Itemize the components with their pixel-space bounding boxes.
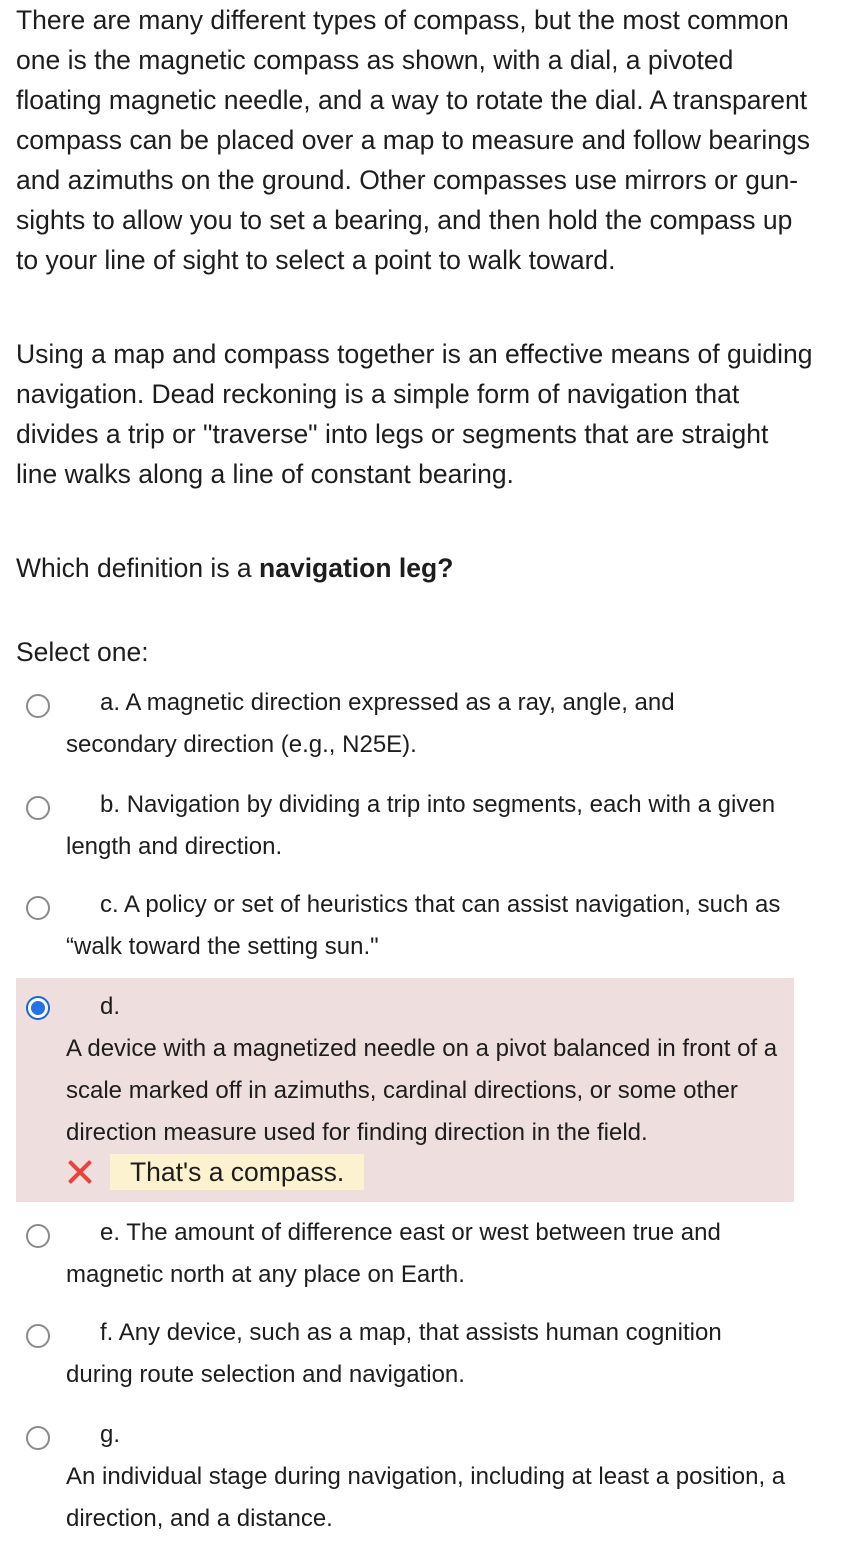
- radio-option-b[interactable]: [26, 796, 50, 820]
- option-text: A device with a magnetized needle on a pivot balanced in front of a scale marked off in azimuths, cardinal directions, or some other direction measure used for finding direction in the field.: [66, 1035, 778, 1146]
- option-text: Navigation by dividing a trip into segments, each with a given length and direction.: [66, 791, 776, 860]
- incorrect-x-icon: [66, 1158, 94, 1186]
- answer-option-b[interactable]: [16, 782, 794, 872]
- option-letter: a.: [100, 689, 121, 716]
- radio-option-g[interactable]: [26, 1426, 50, 1450]
- option-text: An individual stage during navigation, including at least a position, a direction, and a distance.: [66, 1463, 786, 1532]
- feedback-text: That's a compass.: [110, 1154, 364, 1190]
- answer-option-c[interactable]: [16, 882, 794, 972]
- answer-option-g[interactable]: [16, 1410, 794, 1544]
- option-letter: b.: [100, 791, 121, 818]
- radio-option-d[interactable]: [26, 996, 50, 1020]
- option-text: A policy or set of heuristics that can assist navigation, such as “walk toward the setting sun.": [66, 891, 781, 960]
- option-letter: d.: [100, 993, 121, 1020]
- option-letter: e.: [100, 1219, 121, 1246]
- answer-option-a[interactable]: [16, 680, 794, 770]
- radio-option-e[interactable]: [26, 1224, 50, 1248]
- radio-option-c[interactable]: [26, 896, 50, 920]
- feedback: [66, 1154, 364, 1190]
- option-letter: c.: [100, 891, 119, 918]
- option-text: The amount of difference east or west between true and magnetic north at any place on Earth.: [66, 1219, 721, 1288]
- intro-paragraph-1: There are many different types of compass, but the most common one is the magnetic compass as shown, with a dial, a pivoted floating magnetic needle, and a way to rotate the dial. A transparent compass can be placed over a map to measure and follow bearings and azimuths on the ground. Other compasses use mirrors or gun-sights to allow you to set a bearing, and then hold the compass up to your line of sight to select a point to walk toward.: [16, 5, 810, 275]
- select-one-label: Select one:: [16, 637, 149, 667]
- answer-option-f[interactable]: [16, 1310, 794, 1400]
- question-emphasis: navigation leg?: [259, 553, 454, 583]
- question-text: [16, 548, 816, 588]
- option-letter: f.: [100, 1319, 114, 1346]
- intro-paragraph-2: Using a map and compass together is an effective means of guiding navigation. Dead reckoning is a simple form of navigation that divides a trip or "traverse" into legs or segments that are straight line walks along a line of constant bearing.: [16, 339, 813, 489]
- option-letter: g.: [100, 1421, 121, 1448]
- option-text: Any device, such as a map, that assists human cognition during route selection and navigation.: [66, 1319, 722, 1388]
- question-prefix: Which definition is a: [16, 553, 260, 583]
- option-text: A magnetic direction expressed as a ray, angle, and secondary direction (e.g., N25E).: [66, 689, 675, 758]
- answer-option-d[interactable]: [16, 978, 794, 1202]
- answer-option-e[interactable]: [16, 1210, 794, 1300]
- radio-option-a[interactable]: [26, 694, 50, 718]
- radio-option-f[interactable]: [26, 1324, 50, 1348]
